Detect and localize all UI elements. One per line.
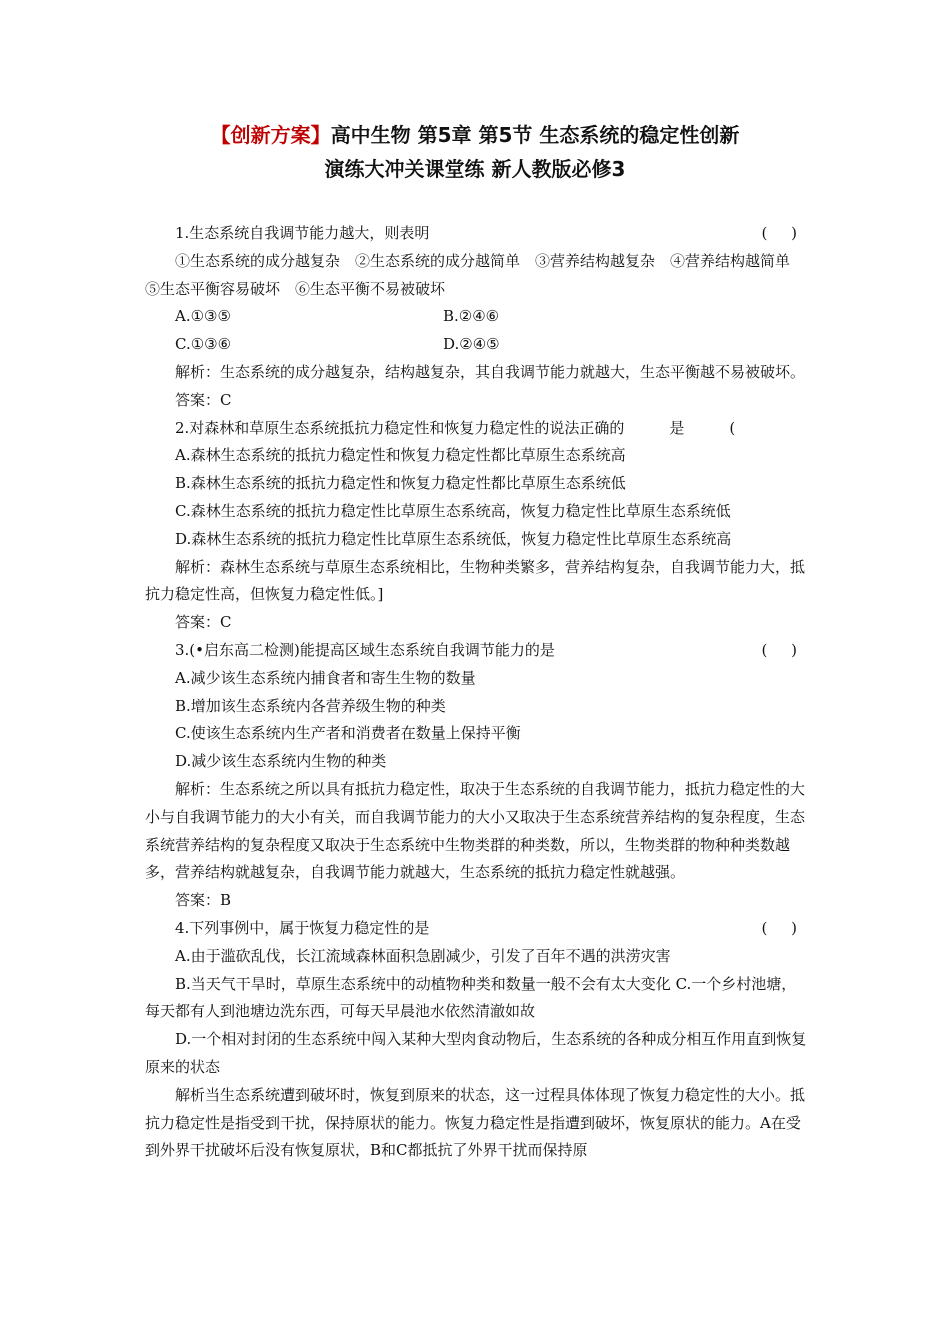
q1-analysis: 解析：生态系统的成分越复杂，结构越复杂，其自我调节能力就越大，生态平衡越不易被破坏。: [175, 362, 806, 381]
q2-option-c: C.森林生态系统的抵抗力稳定性比草原生态系统高，恢复力稳定性比草原生态系统低: [175, 501, 731, 520]
q4-stem-row: [145, 915, 807, 943]
q4-analysis: 解析当生态系统遭到破坏时，恢复到原来的状态，这一过程具体体现了恢复力稳定性的大小。抵抗力稳定性是指受到干扰，保持原状的能力。恢复力稳定性是指遭到破坏，恢复原状的能力。A在受到外界干扰破坏后没有恢复原状，B和C都抵抗了外界干扰而保持原: [145, 1085, 806, 1160]
q3-stem: 3.(•启东高二检测)能提高区域生态系统自我调节能力的是: [175, 640, 555, 659]
q2-option-a: A.森林生态系统的抵抗力稳定性和恢复力稳定性都比草原生态系统高: [175, 446, 626, 465]
q3-option-d: D.减少该生态系统内生物的种类: [175, 752, 387, 771]
q1-option-d: D.②④⑤: [443, 335, 500, 354]
q4-option-d: D.一个相对封闭的生态系统中闯入某种大型肉食动物后，生态系统的各种成分相互作用直到恢复原来的状态: [145, 1030, 807, 1076]
title-line-2: 演练大冲关课堂练 新人教版必修3: [324, 157, 626, 181]
q1-stem: 1.生态系统自我调节能力越大，则表明: [175, 224, 430, 242]
document-title: [140, 118, 810, 186]
q1-option-b: B.②④⑥: [443, 307, 500, 326]
q3-option-a: A.减少该生态系统内捕食者和寄生生物的数量: [175, 668, 476, 687]
q4-option-bc: B.当天气干旱时，草原生态系统中的动植物种类和数量一般不会有太大变化 C.一个乡村池塘，每天都有人到池塘边洗东西，可每天早晨池水依然清澈如故: [145, 974, 797, 1021]
q2-analysis: 解析：森林生态系统与草原生态系统相比，生物种类繁多，营养结构复杂，自我调节能力大，抵抗力稳定性高，但恢复力稳定性低。]: [145, 557, 806, 604]
title-line-1-rest: 高中生物 第5章 第5节 生态系统的稳定性创新: [330, 123, 740, 147]
q4-stem: 4.下列事例中，属于恢复力稳定性的是: [175, 918, 430, 937]
q3-answer-paren: ( ): [761, 640, 797, 659]
q3-option-c: C.使该生态系统内生产者和消费者在数量上保持平衡: [175, 724, 521, 743]
q1-answer-paren: ( ): [761, 224, 797, 242]
q3-stem-row: [145, 637, 807, 665]
q4-option-a: A.由于滥砍乱伐，长江流域森林面积急剧减少，引发了百年不遇的洪涝灾害: [175, 946, 671, 965]
q2-stem: 2.对森林和草原生态系统抵抗力稳定性和恢复力稳定性的说法正确的 是 (: [175, 418, 736, 437]
q2-option-d: D.森林生态系统的抵抗力稳定性比草原生态系统低，恢复力稳定性比草原生态系统高: [175, 529, 732, 548]
q1-option-a: A.①③⑤: [175, 307, 231, 326]
q1-options-row-1: [145, 303, 807, 331]
q3-analysis: 解析：生态系统之所以具有抵抗力稳定性，取决于生态系统的自我调节能力，抵抗力稳定性的大小与自我调节能力的大小有关，而自我调节能力的大小又取决于生态系统营养结构的复杂程度，生态系统营养结构的复杂程度又取决于生态系统中生物类群的种类数，所以，生物类群的物种种类数越多，营养结构就越复杂，自我调节能力就越大，生态系统的抵抗力稳定性就越强。: [145, 779, 806, 882]
q1-option-c: C.①③⑥: [175, 335, 232, 354]
q1-stem-row: [145, 220, 807, 248]
q1-statements: ①生态系统的成分越复杂 ②生态系统的成分越简单 ③营养结构越复杂 ④营养结构越简单 ⑤生态平衡容易破坏 ⑥生态平衡不易被破坏: [145, 251, 806, 298]
title-brand: 【创新方案】: [210, 123, 331, 147]
q2-option-b: B.森林生态系统的抵抗力稳定性和恢复力稳定性都比草原生态系统低: [175, 474, 626, 493]
q2-answer: 答案：C: [175, 613, 232, 632]
q3-answer: 答案：B: [175, 891, 232, 910]
title-line-1: [140, 118, 810, 152]
q3-option-b: B.增加该生态系统内各营养级生物的种类: [175, 696, 446, 715]
q4-answer-paren: ( ): [761, 918, 797, 937]
q1-options-row-2: [145, 331, 807, 359]
document-body: [145, 220, 807, 1165]
q1-answer: 答案：C: [175, 390, 232, 409]
